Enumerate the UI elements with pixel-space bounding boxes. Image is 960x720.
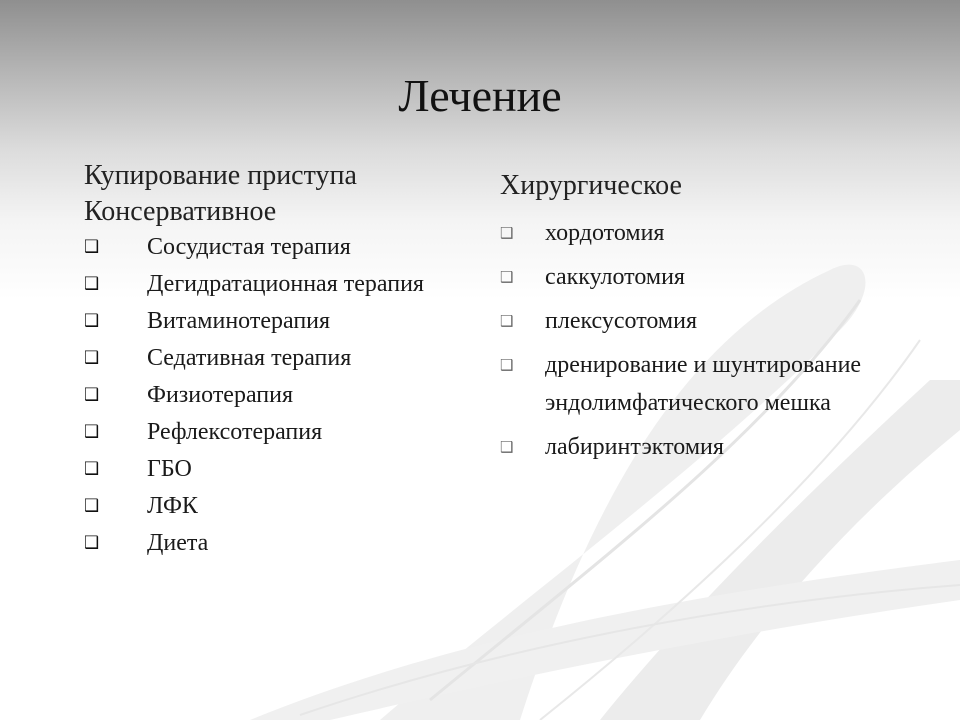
hollow-square-icon: ❑ <box>84 348 100 368</box>
right-column <box>500 168 900 472</box>
hollow-square-icon: ❑ <box>500 438 514 456</box>
list-item-text: хордотомия <box>545 220 665 246</box>
hollow-square-icon: ❑ <box>84 422 100 442</box>
hollow-square-icon: ❑ <box>84 385 100 405</box>
hollow-square-icon: ❑ <box>500 312 514 330</box>
list-item-text: лабиринтэктомия <box>545 434 724 460</box>
list-item <box>500 428 900 466</box>
left-heading-conservative: Консервативное <box>84 196 277 227</box>
hollow-square-icon: ❑ <box>84 533 100 553</box>
list-item <box>84 419 474 445</box>
list-item-text: Диета <box>147 530 209 556</box>
list-item-text: Седативная терапия <box>147 345 352 371</box>
list-item <box>84 493 474 519</box>
list-item <box>500 346 900 422</box>
list-item <box>84 530 474 556</box>
list-item-text: Сосудистая терапия <box>147 234 351 260</box>
left-column <box>84 158 474 567</box>
list-item-text: саккулотомия <box>545 264 685 290</box>
list-item-text: Физиотерапия <box>147 382 294 408</box>
hollow-square-icon: ❑ <box>500 268 514 286</box>
list-item <box>84 271 474 297</box>
list-item-text: ЛФК <box>147 493 198 519</box>
list-item <box>500 258 900 296</box>
list-item-text: Рефлексотерапия <box>147 419 323 445</box>
list-item <box>84 382 474 408</box>
hollow-square-icon: ❑ <box>84 459 100 479</box>
surgical-list <box>500 214 900 466</box>
hollow-square-icon: ❑ <box>84 237 100 257</box>
list-item <box>84 308 474 334</box>
list-item-text: плексусотомия <box>545 308 697 334</box>
list-item-text: дренирование и шунтирование эндолимфатического мешка <box>545 352 862 416</box>
hollow-square-icon: ❑ <box>500 356 514 374</box>
list-item-text: ГБО <box>147 456 192 482</box>
list-item <box>84 456 474 482</box>
conservative-list <box>84 234 474 556</box>
list-item <box>84 345 474 371</box>
hollow-square-icon: ❑ <box>84 496 100 516</box>
list-item <box>500 214 900 252</box>
slide-title: Лечение <box>398 70 562 121</box>
hollow-square-icon: ❑ <box>500 224 514 242</box>
hollow-square-icon: ❑ <box>84 274 100 294</box>
list-item-text: Дегидратационная терапия <box>147 271 424 297</box>
hollow-square-icon: ❑ <box>84 311 100 331</box>
list-item-text: Витаминотерапия <box>147 308 331 334</box>
left-heading-attack-relief: Купирование приступа <box>84 160 357 191</box>
right-heading-surgical: Хирургическое <box>500 170 682 201</box>
list-item <box>84 234 474 260</box>
list-item <box>500 302 900 340</box>
